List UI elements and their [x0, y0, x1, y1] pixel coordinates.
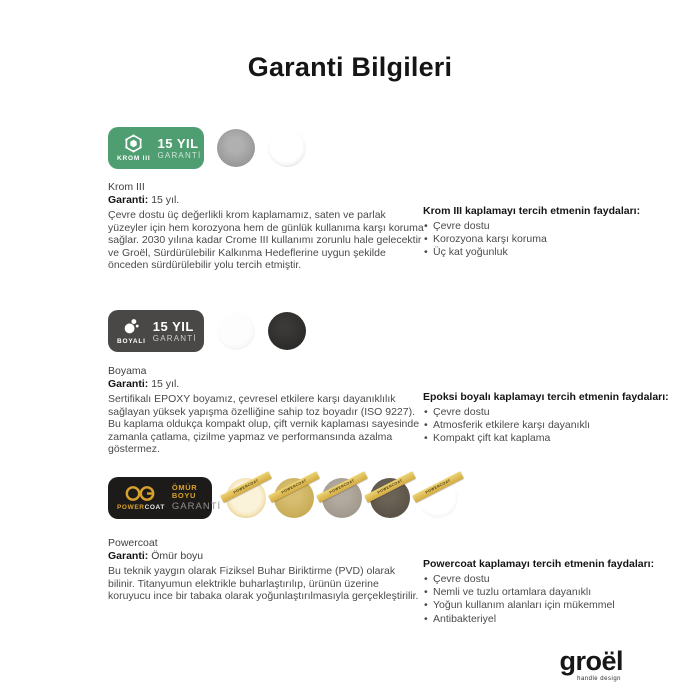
powercoat-description: Bu teknik yaygın olarak Fiziksel Buhar Biriktirme (PVD) olarak bilinir. Titanyumun elektrikle buharlaştırılıp, ürünün üzerine koruyucu ince bir tabaka olarak yoğunlaştırılmasıyla gerçekleştirilir. — [108, 565, 419, 603]
powercoat-ribbon: POWERCOAT — [412, 471, 464, 503]
powercoat-badge-left — [117, 485, 165, 511]
brand-tagline: handle design — [577, 676, 621, 682]
swatch-dark-bronze — [370, 478, 410, 518]
boyali-label-block — [108, 365, 179, 390]
powercoat-label-block — [108, 537, 203, 562]
powercoat-badge-right — [172, 484, 221, 512]
boyali-name: Boyama — [108, 365, 147, 377]
powercoat-warranty-label: Garanti: — [108, 549, 149, 562]
boyali-badge-sub: GARANTİ — [152, 333, 197, 343]
powercoat-name: Powercoat — [108, 537, 158, 549]
swatch-white-gold-ring — [418, 478, 458, 518]
powercoat-benefits — [423, 558, 685, 626]
benefit-item: • Atmosferik etkilere karşı dayanıklı — [423, 419, 685, 432]
krom-name: Krom III — [108, 181, 145, 193]
boyali-warranty-label: Garanti: — [108, 377, 149, 390]
boyali-badge-left — [117, 317, 146, 345]
boyali-badge-row — [108, 310, 306, 352]
krom-label-block — [108, 181, 179, 206]
boyali-warranty-value: 15 yıl. — [151, 377, 180, 390]
swatch-matte-gray — [217, 129, 255, 167]
powercoat-warranty-badge — [108, 477, 222, 519]
groel-logo: groël — [559, 646, 623, 676]
powercoat-ribbon: POWERCOAT — [220, 471, 272, 503]
benefit-item: • Çevre dostu — [423, 406, 685, 419]
powercoat-warranty-value: Ömür boyu — [151, 549, 204, 562]
swatch-polished-chrome — [268, 129, 306, 167]
boyali-badge-years: 15 YIL — [152, 318, 194, 334]
krom-badge-row — [108, 127, 306, 169]
powercoat-badge-years: ÖMÜR BOYU — [171, 483, 198, 500]
boyali-benefits — [423, 391, 685, 446]
powercoat-badge-row — [108, 477, 458, 519]
boyali-badge-right — [153, 320, 197, 343]
swatch-gloss-white — [217, 312, 255, 350]
krom-badge-sub: GARANTİ — [157, 150, 202, 160]
powercoat-badge-label — [117, 504, 165, 511]
powercoat-brand-left: POWER — [117, 504, 145, 511]
benefit-item: • Çevre dostu — [423, 220, 685, 233]
boyali-benefits-list — [423, 406, 685, 446]
benefit-item: • Kompakt çift kat kaplama — [423, 432, 685, 445]
swatch-brass-gold — [274, 478, 314, 518]
benefit-item: • Antibakteriyel — [423, 613, 685, 626]
krom-benefits-list — [423, 220, 685, 260]
benefit-item: • Nemli ve tuzlu ortamlara dayanıklı — [423, 586, 685, 599]
powercoat-ribbon: POWERCOAT — [364, 471, 416, 503]
krom-badge-left — [117, 134, 150, 162]
boyali-description: Sertifikalı EPOXY boyamız, çevresel etkilere karşı dayanıklılık sağlayan yüksek yapışma özelliğine sahip toz boyadır (ISO 9227). Bu kaplama oldukça kompakt olup, çift vernik kaplaması sayesinde zamanla çatlama, çizilme yapmaz ve performansında azalma göstermez. — [108, 393, 420, 456]
swatch-champagne-gold — [226, 478, 266, 518]
benefit-item: • Üç kat yoğunluk — [423, 246, 685, 259]
powercoat-ribbon: POWERCOAT — [316, 471, 368, 503]
krom-warranty-label: Garanti: — [108, 193, 149, 206]
swatch-matte-black — [268, 312, 306, 350]
swatch-satin-taupe — [322, 478, 362, 518]
boyali-benefits-title: Epoksi boyalı kaplamayı tercih etmenin faydaları: — [423, 391, 669, 403]
benefit-item: • Yoğun kullanım alanları için mükemmel — [423, 599, 685, 612]
footer-brand-block — [559, 648, 623, 682]
powercoat-benefits-title: Powercoat kaplamayı tercih etmenin faydaları: — [423, 558, 655, 570]
powercoat-brand-right: COAT — [144, 504, 165, 511]
benefit-item: • Korozyona karşı koruma — [423, 233, 685, 246]
krom-warranty-value: 15 yıl. — [151, 193, 180, 206]
hexagon-crystal-icon — [124, 134, 143, 153]
infinity-oe-icon — [124, 485, 158, 502]
powercoat-benefits-list — [423, 573, 685, 626]
powercoat-ribbon: POWERCOAT — [268, 471, 320, 503]
benefit-item: • Çevre dostu — [423, 573, 685, 586]
krom-description: Çevre dostu üç değerlikli krom kaplamamız, saten ve parlak yüzeyler için hem korozyona hem de günlük kullanıma karşı koruma sağlar. 2030 yılına kadar Crome III kullanımı zorunlu hale gelecektir ve Groël, Sürdürülebilir Kalkınma Hedeflerine uygun şekilde önceden sürdürülebilir yolu tercih etmiştir. — [108, 209, 424, 272]
boyali-warranty-badge — [108, 310, 204, 352]
boyali-badge-label: BOYALI — [117, 338, 146, 345]
krom-badge-label: KROM III — [117, 155, 151, 162]
krom-benefits — [423, 205, 685, 260]
krom-badge-years: 15 YIL — [157, 135, 199, 151]
paint-splash-icon — [122, 317, 141, 336]
krom-benefits-title: Krom III kaplamayı tercih etmenin faydaları: — [423, 205, 641, 217]
page-title: Garanti Bilgileri — [247, 52, 453, 82]
krom-warranty-badge — [108, 127, 204, 169]
powercoat-badge-sub: GARANTİ — [171, 501, 222, 513]
krom-badge-right — [157, 137, 201, 160]
